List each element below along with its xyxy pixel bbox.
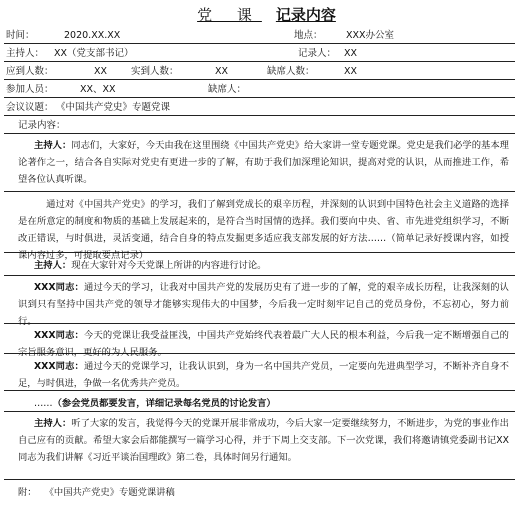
ellipsis: …… (34, 398, 53, 409)
place-value: XXX办公室 (346, 30, 395, 41)
paragraph-comrade-1 (4, 276, 515, 327)
time-value: 2020.XX.XX (64, 30, 121, 41)
attachment-row (4, 481, 515, 503)
recorder-label: 记录人： (298, 48, 337, 59)
speaker-comrade: XXX同志： (34, 282, 84, 293)
attachment-text: 《中国共产党史》专题党课讲稿 (44, 487, 175, 498)
page-title (4, 6, 515, 24)
title-part2: 记录内容 (275, 6, 336, 24)
paragraph-comrade-3 (4, 355, 515, 391)
paragraph-text: 同志们，大家好，今天由我在这里围绕《中国共产党史》给大家讲一堂专题党课。党史是我们必学的基本理论著作之一，结合各自实际对党史有更进一步的了解，有助于我们加深理论知识，提高对党的认识，从而推进工作，希望各位认真听课。 (18, 140, 509, 185)
host-label: 主持人： (6, 48, 45, 59)
row-participants (4, 80, 515, 98)
expected-label: 应到人数： (6, 66, 54, 77)
speaker-host: 主持人： (34, 418, 72, 429)
paragraph-text: 通过今天的学习，让我对中国共产党的发展历史有了进一步的了解，党的艰辛成长历程，让我深刻的认识到只有坚持中国共产党的领导才能够实现伟大的中国梦，今后我一定时刻牢记自己的党员身份，不忘初心，努力前行。 (18, 282, 509, 327)
time-label: 时间： (6, 30, 35, 41)
row-counts (4, 62, 515, 80)
row-time-place (4, 26, 515, 44)
participants-label: 参加人员： (6, 84, 54, 95)
title-part1: 党 课 (197, 6, 262, 24)
paragraph-text: 今天的党课让我受益匪浅，中国共产党始终代表着最广大人民的根本利益，今后我一定不断增强自己的宗旨服务意识，更好的为人民服务。 (18, 330, 509, 358)
paragraph-host-opening (4, 134, 515, 192)
actual-label: 实到人数： (131, 66, 179, 77)
topic-value: 《中国共产党史》专题党课 (56, 102, 171, 113)
speaker-comrade: XXX同志： (34, 361, 84, 372)
paragraph-lecture (4, 193, 515, 261)
paragraph-text: 通过对《中国共产党史》的学习，我们了解到党成长的艰辛历程，并深刻的认识到中国特色社会主义道路的选择是在所意定的制度和物质的基础上发展起来的，是符合当时国情的选择。我们要向中央、省、市先进党组织学习，不断改正错误，与时俱进，灵活变通，结合自身的特点发掘更多适应我支部发展的好方法……（简单记录好授课内容，如授课内容过多，可提取要点记录） (18, 199, 509, 261)
absentees-label: 缺席人： (208, 84, 247, 95)
record-heading: 记录内容： (18, 120, 66, 131)
absent-value: XX (344, 66, 358, 77)
expected-value: XX (94, 66, 108, 77)
paragraph-host-closing (4, 412, 515, 480)
speaker-host: 主持人： (34, 260, 72, 271)
discussion-note: （参会党员都要发言，详细记录每名党员的讨论发言） (52, 398, 276, 409)
place-label: 地点： (294, 30, 323, 41)
paragraph-host-discussion (4, 254, 515, 276)
speaker-comrade: XXX同志： (34, 330, 84, 341)
paragraph-text: 听了大家的发言，我觉得今天的党课开展非常成功，今后大家一定要继续努力，不断进步，为党的事业作出自己应有的贡献。希望大家会后都能撰写一篇学习心得，并于下周上交支部。下一次党课，我们将邀请镇党委副书记XX同志为我们讲解《习近平谈治国理政》第二卷，具体时间另行通知。 (18, 418, 509, 463)
attachment-label: 附： (18, 487, 37, 498)
speaker-host: 主持人： (34, 140, 72, 151)
participants-value: XX、XX (80, 84, 116, 95)
paragraph-discussion-note (4, 392, 515, 412)
row-topic (4, 98, 515, 116)
topic-label: 会议议题： (6, 102, 54, 113)
host-value: XX（党支部书记） (54, 48, 134, 59)
absent-label: 缺席人数： (267, 66, 315, 77)
recorder-value: XX (344, 48, 358, 59)
actual-value: XX (215, 66, 229, 77)
paragraph-text: 现在大家针对今天党课上所讲的内容进行讨论。 (71, 260, 267, 271)
row-host-recorder (4, 44, 515, 62)
paragraph-text: 通过今天的党课学习，让我认识到，身为一名中国共产党员，一定要向先进典型学习，不断补齐自身不足，与时俱进，争做一名优秀共产党员。 (18, 361, 509, 389)
paragraph-comrade-2 (4, 324, 515, 358)
row-record-heading (4, 116, 515, 134)
